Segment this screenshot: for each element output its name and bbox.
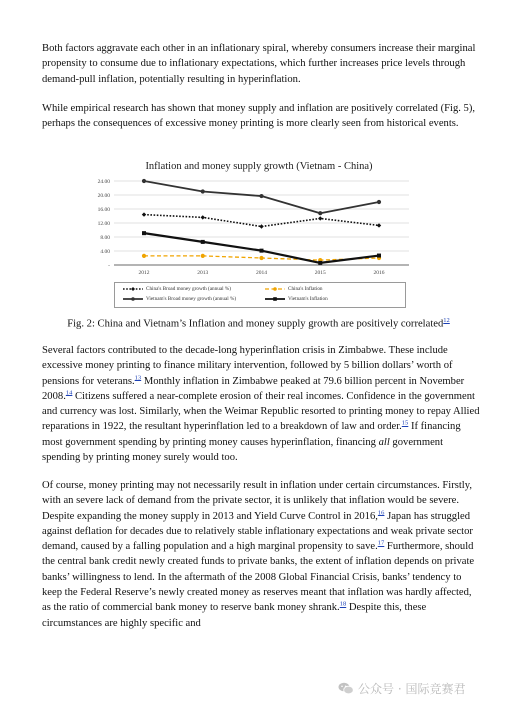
footnote-ref-17[interactable]: 17	[377, 539, 385, 547]
data-point	[201, 240, 205, 244]
footnote-ref-15[interactable]: 15	[401, 419, 409, 427]
text-run: If financing most government spending by printing money causes hyperinflation, financing	[42, 421, 461, 448]
data-point	[142, 231, 146, 235]
wechat-watermark	[338, 680, 465, 697]
x-tick-label: 2013	[197, 270, 209, 276]
legend-swatch-marker	[131, 287, 135, 291]
chart-title: Inflation and money supply growth (Vietnam - China)	[145, 161, 373, 172]
chart-plot-area	[84, 177, 434, 281]
legend-swatch	[265, 286, 285, 292]
y-tick-label: 12.00	[97, 221, 110, 227]
data-point	[318, 216, 322, 220]
legend-item	[123, 296, 236, 302]
paragraph-inflationary-spiral	[42, 41, 480, 87]
data-point	[318, 211, 322, 215]
data-point	[201, 215, 205, 219]
paragraph-of-course	[42, 478, 480, 631]
text-run: Several factors contributed to the decade-long hyperinflation crisis in Zimbabwe. These include excessive money printing to finance military intervention, followed by 5 billion dollars’ worth of pensions for veterans.	[42, 345, 453, 387]
data-point	[142, 212, 146, 216]
y-tick-label: 4.00	[100, 249, 110, 255]
data-point	[259, 194, 263, 198]
text-run: government spending by printing money surely would too.	[42, 436, 444, 464]
data-point	[318, 261, 322, 265]
text-run: Of course, money printing may not necessarily result in inflation under certain circumstances. Firstly, with an severe lack of demand from the private sector, it is unlikely that inflation would be severe. Despite expanding the money supply in 2013 and Yield Curve Control in 2016,	[42, 480, 473, 522]
x-tick-label: 2012	[138, 270, 150, 276]
data-point	[377, 200, 381, 204]
text-run: Despite this, these circumstances are highly specific and	[42, 602, 427, 629]
text-run: Monthly inflation in Zimbabwe peaked at 79.6 billion percent in November 2008.	[42, 375, 465, 402]
chart-inflation-money-supply	[84, 161, 434, 308]
paragraph-zimbabwe	[42, 343, 480, 465]
text-run: Furthermore, should the central bank credit newly created funds to private banks, the extent of inflation depends on private banks’ willingness to lend. In the aftermath of the 2008 Global Financial Crisis, banks’ tendency to keep the Federal Reserve’s newly created money as reserves meant that inflation was hardly affected, as the ratio of commercial bank money to reserve bank money shrank.	[42, 541, 475, 614]
watermark-text: 公众号 · 国际竞赛君	[358, 682, 466, 696]
legend-swatch-marker	[131, 297, 135, 301]
caption-text: Fig. 2: China and Vietnam’s Inflation and money supply growth are positively correlated	[67, 318, 444, 330]
legend-label: Vietnam's Inflation	[288, 296, 328, 302]
data-point	[142, 179, 146, 183]
legend-label: Vietnam's Broad money growth (annual %)	[146, 296, 237, 302]
paragraph-text: While empirical research has shown that money supply and inflation are positively correlated (Fig. 5), perhaps the consequences of excessive money printing is more clearly seen from historical events.	[42, 103, 476, 130]
legend-swatch-marker	[273, 297, 277, 301]
footnote-ref-16[interactable]: 16	[377, 509, 385, 517]
legend-item	[265, 296, 328, 302]
y-tick-label: -	[108, 263, 110, 269]
chart-legend	[114, 282, 406, 308]
text-run: Citizens suffered a near-complete erosion of their real incomes. Confidence in the government and currency was lost. Similarly, when the Weimar Republic resorted to printing money to repay Allied reparations in 1922, the resultant hyperinflation led to a breakdown of law and order.	[42, 390, 480, 433]
y-tick-label: 16.00	[97, 207, 110, 213]
data-point	[377, 254, 381, 258]
data-point	[201, 189, 205, 193]
x-tick-label: 2015	[314, 270, 326, 276]
data-point	[259, 256, 263, 260]
legend-item	[123, 286, 231, 292]
footnote-ref-18[interactable]: 18	[339, 600, 347, 608]
legend-label: China's Inflation	[288, 286, 323, 292]
y-tick-label: 20.00	[97, 193, 110, 199]
figure-caption	[0, 317, 517, 330]
footnote-ref-13[interactable]: 13	[134, 374, 142, 382]
legend-item	[265, 286, 323, 292]
data-point	[260, 249, 264, 253]
x-tick-label: 2016	[373, 270, 385, 276]
legend-swatch	[123, 296, 143, 302]
footnote-ref-12[interactable]: 12	[443, 317, 450, 324]
x-tick-label: 2014	[256, 270, 267, 276]
emphasis-all: all	[378, 436, 390, 448]
y-tick-label: 24.00	[97, 179, 110, 185]
paragraph-empirical-research	[42, 101, 480, 132]
data-point	[142, 254, 146, 258]
legend-swatch-marker	[273, 287, 277, 291]
wechat-icon	[338, 682, 354, 695]
data-point	[201, 254, 205, 258]
paragraph-text: Both factors aggravate each other in an inflationary spiral, whereby consumers increase their marginal propensity to consume due to inflationary expectations, which further increases price levels through demand-pull inflation, potentially resulting in hyperinflation.	[42, 43, 476, 85]
legend-swatch	[123, 286, 143, 292]
footnote-ref-14[interactable]: 14	[65, 389, 73, 397]
data-point	[259, 224, 263, 228]
text-run: Japan has struggled against deflation for decades due to relatively stable inflationary expectations and weak private sector demand, caused by a falling population and a high marginal propensity to save.	[42, 510, 473, 553]
legend-swatch	[265, 296, 285, 302]
data-point	[377, 223, 381, 227]
legend-label: China's Broad money growth (annual %)	[146, 286, 231, 292]
y-tick-label: 8.00	[100, 235, 110, 241]
